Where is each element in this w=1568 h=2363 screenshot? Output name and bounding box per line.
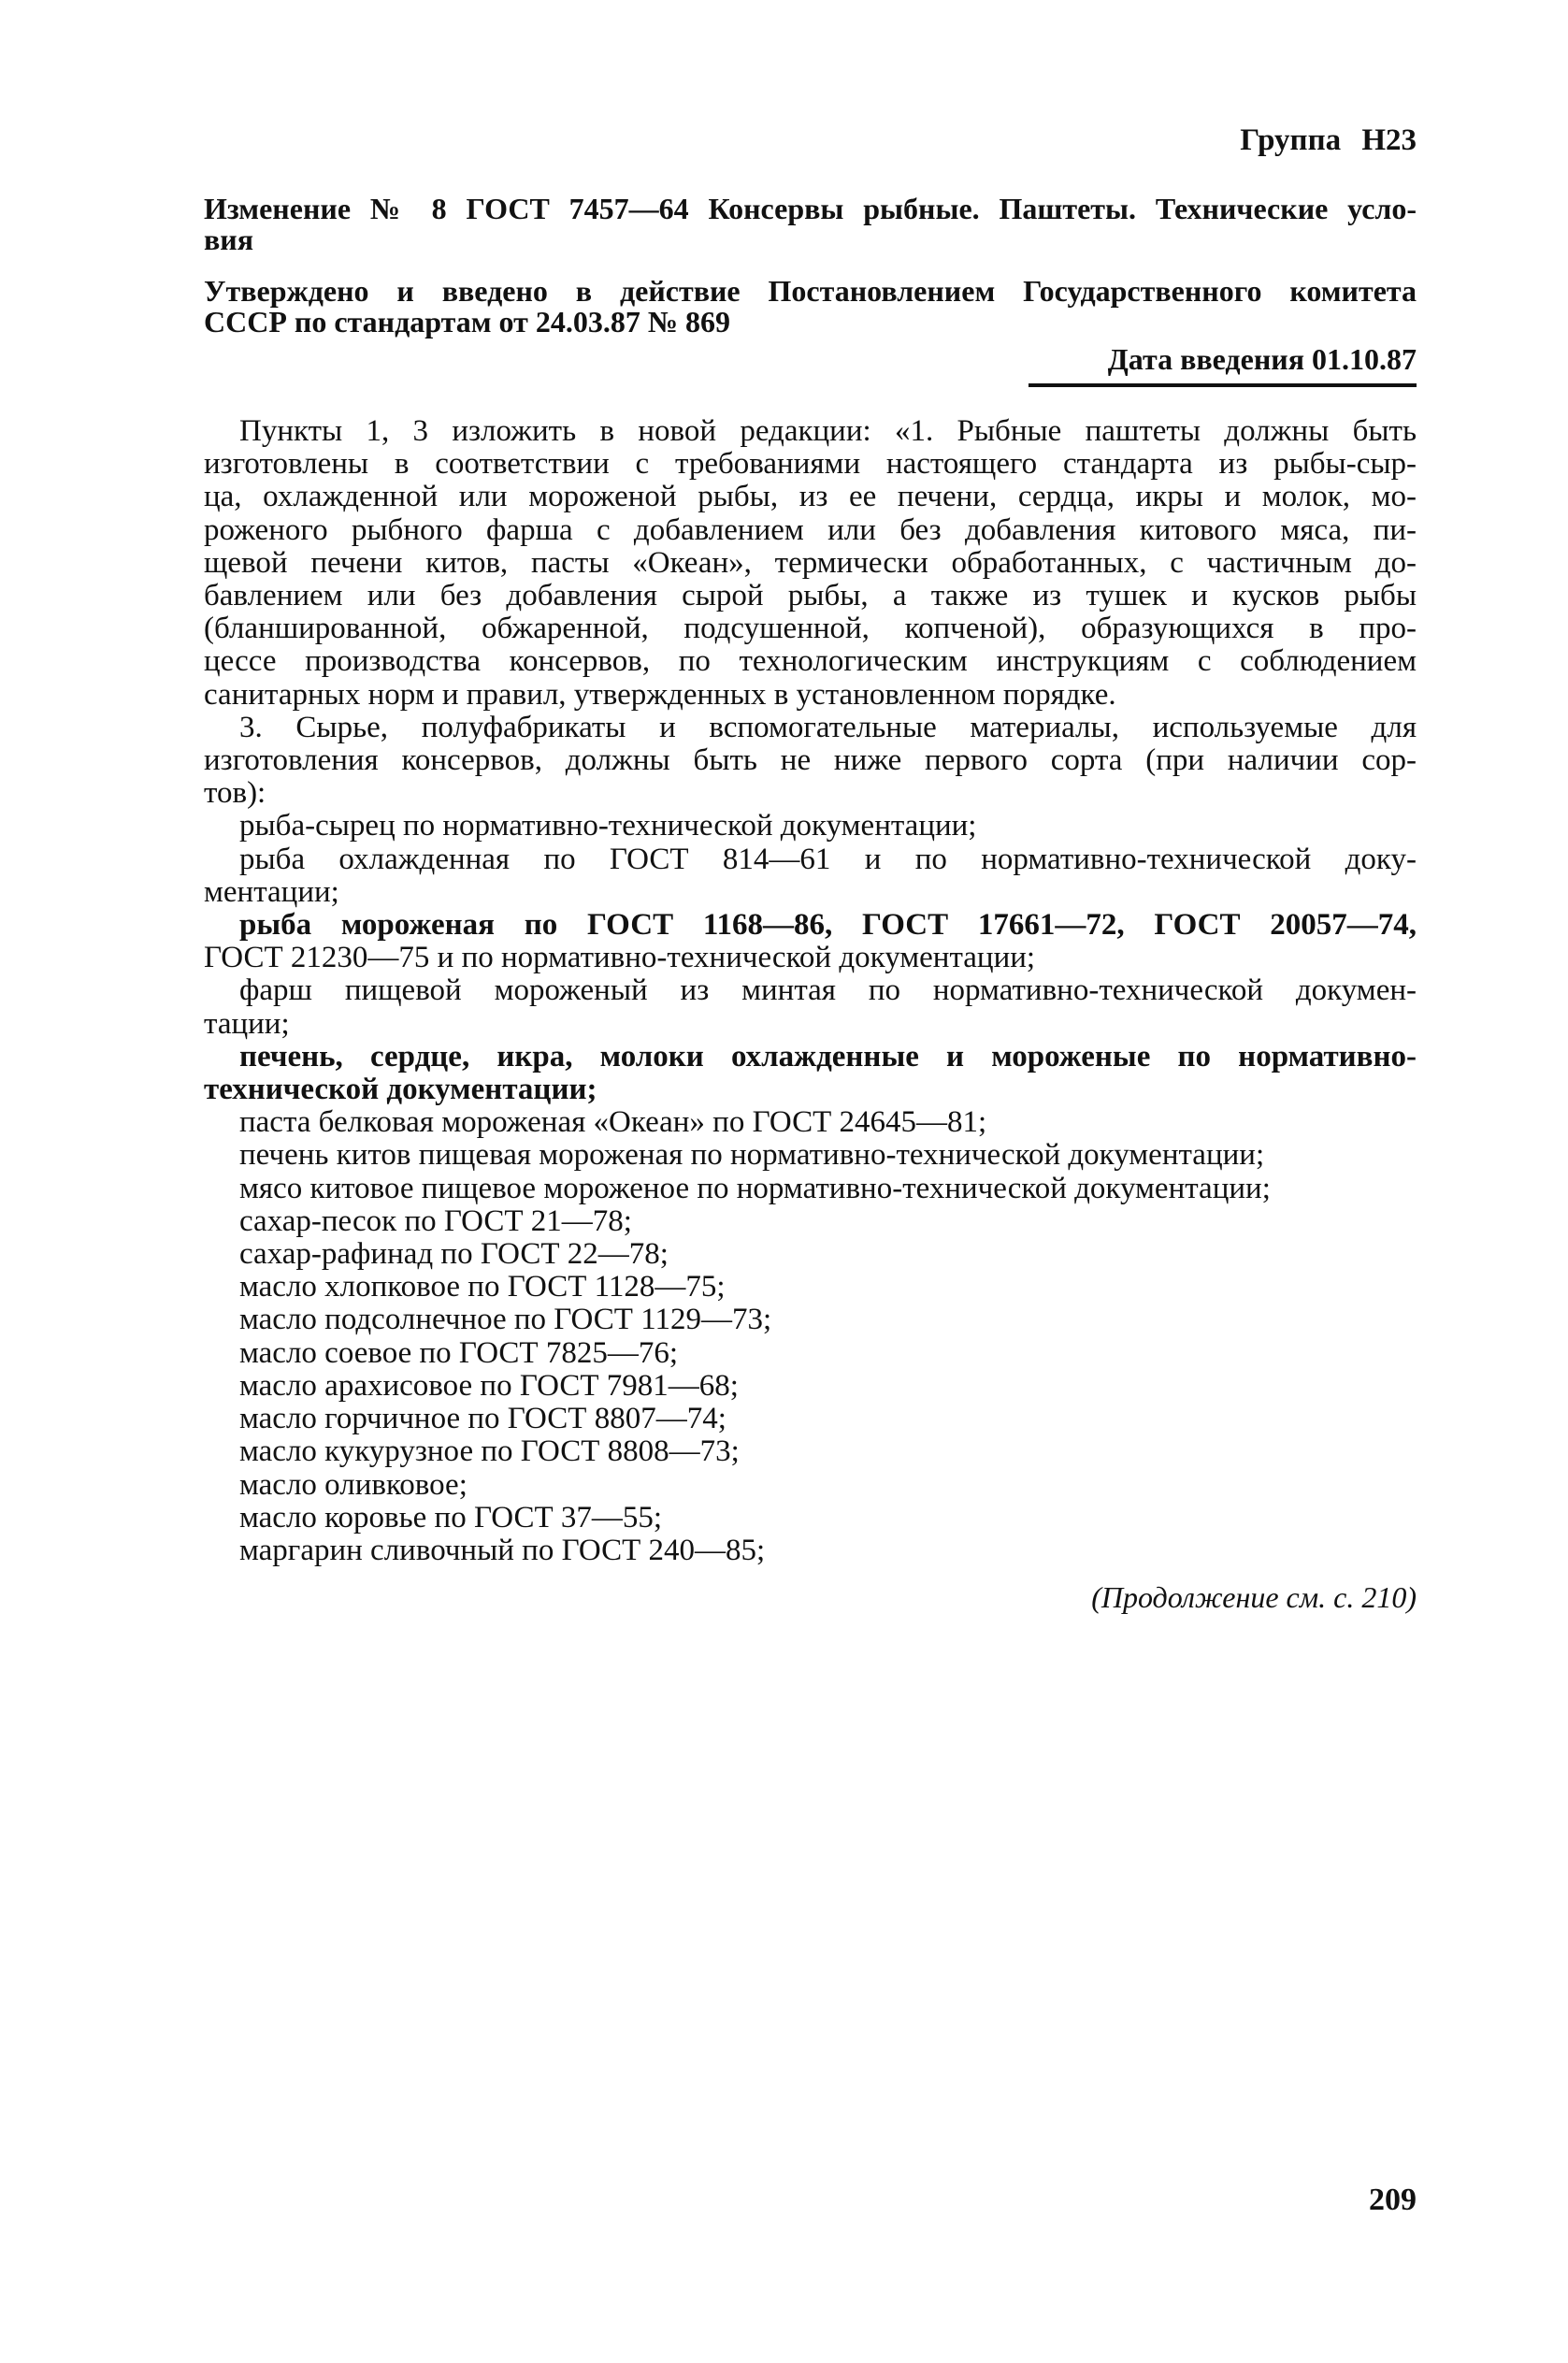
text-line: масло арахисовое по ГОСТ 7981—68; — [239, 1368, 739, 1403]
text-line: изготовлены в соответствии с требованиями настоящего стандарта из рыбы-сыр- — [204, 447, 1417, 482]
text-line: масло соевое по ГОСТ 7825—76; — [239, 1335, 679, 1370]
text-line: масло горчичное по ГОСТ 8807—74; — [239, 1402, 726, 1436]
text-line: мясо китовое пищевое мороженое по нормативно-технической документации; — [239, 1171, 1271, 1205]
text-line: роженого рыбного фарша с добавлением или без добавления китового мяса, пи- — [204, 512, 1417, 547]
page-number: 209 — [1369, 2183, 1417, 2217]
text-line: рыба охлажденная по ГОСТ 814—61 и по нормативно-технической доку- — [239, 842, 1417, 876]
list-item — [204, 1238, 1417, 1271]
text-line: изготовления консервов, должны быть не ниже первого сорта (при наличии сор- — [204, 743, 1417, 778]
text-line: сахар-песок по ГОСТ 21—78; — [239, 1203, 632, 1238]
text-line: масло оливковое; — [239, 1467, 468, 1502]
text-line: (бланшированной, обжаренной, подсушенной, копченой), образующихся в про- — [204, 612, 1417, 646]
group-code: Группа Н23 — [1240, 123, 1417, 157]
approval-line: СССР по стандартам от 24.03.87 № 869 — [204, 305, 730, 339]
title-line: вия — [204, 223, 254, 256]
list-item — [204, 1502, 1417, 1535]
text-line: ГОСТ 21230—75 и по нормативно-технической документации; — [204, 941, 1036, 975]
list-item — [204, 1271, 1417, 1304]
text-line: Пункты 1, 3 изложить в новой редакции: «1. Рыбные паштеты должны быть — [239, 414, 1417, 448]
text-line: маргарин сливочный по ГОСТ 240—85; — [239, 1533, 766, 1567]
text-line: щевой печени китов, пасты «Океан», термически обработанных, с частичным до- — [204, 545, 1417, 580]
list-item — [204, 1469, 1417, 1502]
text-line: сахар-рафинад по ГОСТ 22—78; — [239, 1237, 669, 1272]
list-item — [204, 1370, 1417, 1403]
document-body — [204, 415, 1417, 1567]
list-item — [204, 1205, 1417, 1238]
text-line: масло коровье по ГОСТ 37—55; — [239, 1500, 663, 1535]
list-item — [204, 810, 1417, 843]
list-item — [204, 1403, 1417, 1435]
approval-statement — [204, 276, 1417, 338]
text-line: масло кукурузное по ГОСТ 8808—73; — [239, 1434, 740, 1469]
text-line: санитарных норм и правил, утвержденных в установленном порядке. — [204, 677, 1116, 712]
effective-date: Дата введения 01.10.87 — [1107, 342, 1417, 376]
text-line: тов): — [204, 776, 266, 811]
list-item — [204, 1535, 1417, 1567]
document-title — [204, 194, 1417, 255]
text-line: тации; — [204, 1006, 290, 1041]
text-line: масло хлопковое по ГОСТ 1128—75; — [239, 1270, 726, 1304]
list-item — [204, 1173, 1417, 1205]
list-item — [204, 1139, 1417, 1172]
list-item — [204, 1304, 1417, 1336]
title-line: Изменение № 8 ГОСТ 7457—64 Консервы рыбные. Паштеты. Технические усло- — [204, 192, 1417, 225]
list-item — [204, 843, 1417, 909]
continuation-note: (Продолжение см. с. 210) — [1091, 1580, 1417, 1614]
text-line: 3. Сырье, полуфабрикаты и вспомогательные материалы, используемые для — [239, 710, 1417, 744]
text-line: масло подсолнечное по ГОСТ 1129—73; — [239, 1303, 772, 1337]
paragraph — [204, 712, 1417, 811]
text-line: ментации; — [204, 874, 339, 909]
list-item — [204, 974, 1417, 1040]
list-item — [204, 1435, 1417, 1468]
text-line: бавлением или без добавления сырой рыбы, а также из тушек и кусков рыбы — [204, 579, 1417, 613]
text-line: рыба мороженая по ГОСТ 1168—86, ГОСТ 17661—72, ГОСТ 20057—74, — [239, 908, 1417, 943]
paragraph — [204, 415, 1417, 712]
text-line: печень китов пищевая мороженая по нормативно-технической документации; — [239, 1138, 1265, 1173]
text-line: цессе производства консервов, по технологическим инструкциям с соблюдением — [204, 644, 1417, 679]
text-line: печень, сердце, икра, молоки охлажденные и мороженые по нормативно- — [239, 1039, 1417, 1073]
text-line: технической документации; — [204, 1073, 597, 1107]
list-item — [204, 1041, 1417, 1106]
approval-line: Утверждено и введено в действие Постановлением Государственного комитета — [204, 274, 1417, 308]
list-item — [204, 1337, 1417, 1370]
date-underline — [1029, 383, 1417, 387]
text-line: рыба-сырец по нормативно-технической документации; — [239, 809, 977, 843]
text-line: фарш пищевой мороженый из минтая по нормативно-технической докумен- — [239, 973, 1417, 1008]
list-item — [204, 909, 1417, 974]
list-item — [204, 1106, 1417, 1139]
text-line: ца, охлажденной или мороженой рыбы, из ее печени, сердца, икры и молок, мо- — [204, 480, 1417, 514]
text-line: паста белковая мороженая «Океан» по ГОСТ 24645—81; — [239, 1105, 987, 1140]
